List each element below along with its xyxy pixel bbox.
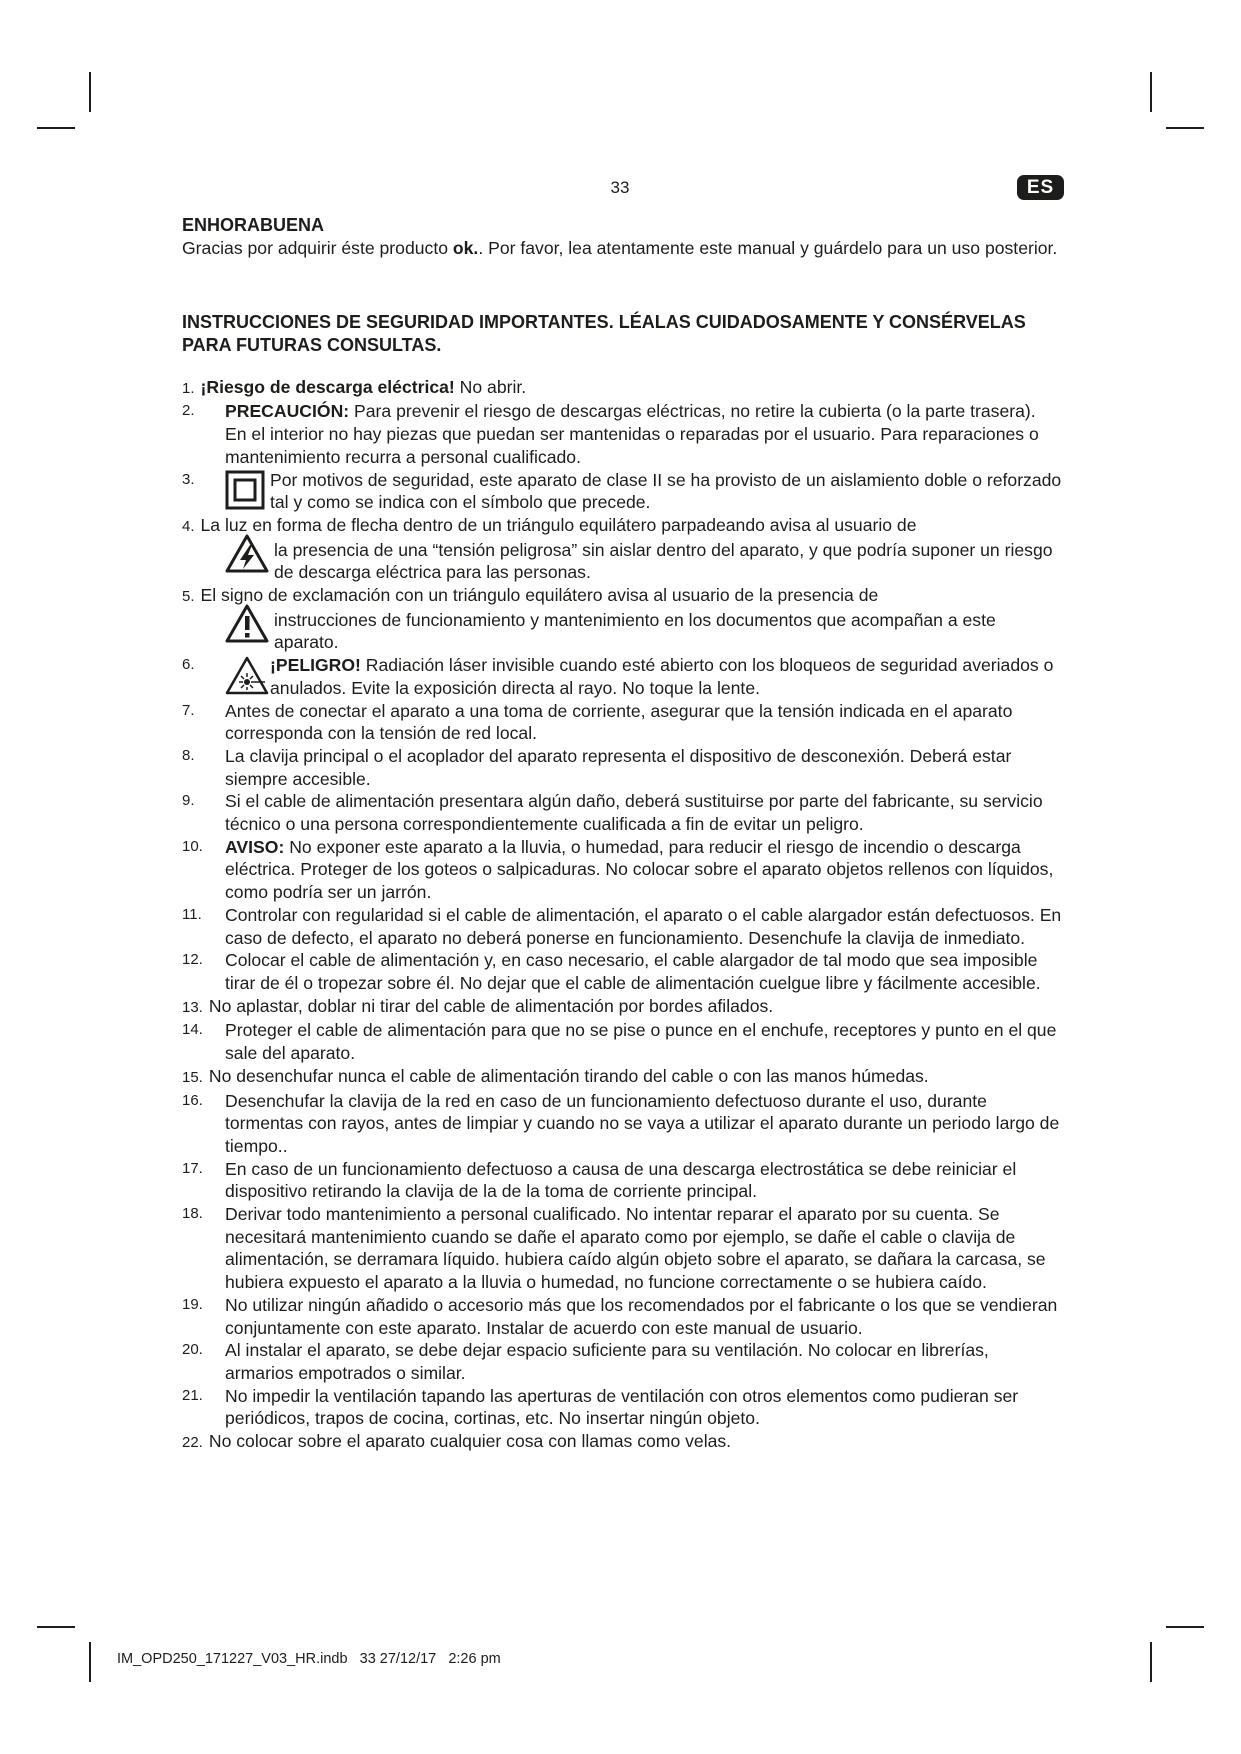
list-item: 5. El signo de exclamación con un triángulo equilátero avisa al usuario de la presencia de instrucciones de funcionamiento y mantenimiento en los documentos que acompañan a este aparato. xyxy=(182,585,996,653)
crop-mark xyxy=(89,72,91,112)
crop-mark xyxy=(37,127,75,129)
page-number: 33 xyxy=(610,178,630,197)
list-item: 16. Desenchufar la clavija de la red en caso de un funcionamiento defectuoso durante el uso, durante tormentas con rayos, antes de limpiar y cuando no se vaya a utilizar el aparato durante un periodo largo de tiempo.. xyxy=(182,1090,1060,1156)
list-item: 20. Al instalar el aparato, se debe dejar espacio suficiente para su ventilación. No colocar en librerías, armarios empotrados o similar. xyxy=(182,1340,989,1383)
list-item: 1. ¡Riesgo de descarga eléctrica! No abrir. xyxy=(182,376,527,397)
list-item: 15. No desenchufar nunca el cable de alimentación tirando del cable o con las manos húmedas. xyxy=(182,1065,929,1086)
intro-title: ENHORABUENA xyxy=(182,215,325,235)
list-item: 18. Derivar todo mantenimiento a personal cualificado. No intentar reparar el aparato por su cuenta. Se necesitará mantenimiento cuando se dañe el aparato como por ejemplo, se dañe el cable o clavija de alimentación, se derramara líquido. hubiera caído algún objeto sobre el aparato, se dañara la carcasa, se hubiera expuesto el aparato a la lluvia o humedad, no funcione correctamente o se hubiera caído. xyxy=(182,1204,1046,1293)
print-slug: IM_OPD250_171227_V03_HR.indb 33 27/12/17 2:26 pm xyxy=(117,1651,501,1667)
list-item: 8. La clavija principal o el acoplador del aparato representa el dispositivo de desconexión. Deberá estar siempre accesible. xyxy=(182,745,1012,789)
safety-list xyxy=(182,376,1062,1455)
language-badge: ES xyxy=(1017,175,1064,200)
crop-mark xyxy=(37,1626,75,1628)
laser-triangle-icon xyxy=(225,655,269,695)
list-item: 17. En caso de un funcionamiento defectuoso a causa de una descarga electrostática se debe reiniciar el dispositivo retirando la clavija de la de la toma de corriente principal. xyxy=(182,1158,1017,1202)
list-item: 12. Colocar el cable de alimentación y, en caso necesario, el cable alargador de tal modo que sea imposible tirar de él o tropezar sobre él. No dejar que el cable de alimentación cuelgue libre y fácilmente accesible. xyxy=(182,950,1041,993)
crop-mark xyxy=(1166,1626,1204,1628)
crop-mark xyxy=(1150,1642,1152,1682)
list-item: 19. No utilizar ningún añadido o accesorio más que los recomendados por el fabricante o los que se vendieran conjuntamente con este aparato. Instalar de acuerdo con este manual de usuario. xyxy=(182,1294,1058,1338)
list-item: 22. No colocar sobre el aparato cualquier cosa con llamas como velas. xyxy=(182,1431,732,1452)
list-item: 11. Controlar con regularidad si el cable de alimentación, el aparato o el cable alargador están defectuosos. En caso de defecto, el aparato no deberá ponerse en funcionamiento. Desenchufe la clavija de inmediato. xyxy=(182,904,1062,948)
intro-text: Gracias por adquirir éste producto ok.. Por favor, lea atentamente este manual y guárdelo para un uso posterior. xyxy=(182,238,1058,258)
exclamation-triangle-icon xyxy=(225,603,269,643)
list-item: 14. Proteger el cable de alimentación para que no se pise o punce en el enchufe, receptores y punto en el que sale del aparato. xyxy=(182,1020,1057,1064)
list-item: 3. Por motivos de seguridad, este aparato de clase II se ha provisto de un aislamiento doble o reforzado tal y como se indica con el símbolo que precede. xyxy=(182,469,1062,513)
list-item: 4. La luz en forma de flecha dentro de un triángulo equilátero parpadeando avisa al usuario de la presencia de una “tensión peligrosa” sin aislar dentro del aparato, y que podría suponer un riesgo de descarga eléctrica para las personas. xyxy=(182,514,1053,583)
crop-mark xyxy=(1150,72,1152,112)
list-item: 21. No impedir la ventilación tapando las aperturas de ventilación con otros elementos como pudieran ser periódicos, trapos de cocina, cortinas, etc. No insertar ningún objeto. xyxy=(182,1385,1019,1429)
crop-mark xyxy=(89,1642,91,1682)
safety-title: INSTRUCCIONES DE SEGURIDAD IMPORTANTES. LÉALAS CUIDADOSAMENTE Y CONSÉRVELAS PARA FUTURAS CONSULTAS. xyxy=(182,311,1026,355)
class-ii-double-square-icon xyxy=(225,470,265,510)
crop-mark xyxy=(1166,127,1204,129)
list-item: 9. Si el cable de alimentación presentara algún daño, deberá sustituirse por parte del fabricante, su servicio técnico o una persona correspondientemente cualificada a fin de evitar un peligro. xyxy=(182,791,1043,835)
page-content xyxy=(182,214,1062,1455)
list-item: 13. No aplastar, doblar ni tirar del cable de alimentación por bordes afilados. xyxy=(182,995,774,1016)
list-item: 2. PRECAUCIÓN: Para prevenir el riesgo de descargas eléctricas, no retire la cubierta (o la parte trasera). En el interior no hay piezas que puedan ser mantenidas o reparadas por el usuario. Para reparaciones o mantenimiento recurra a personal cualificado. xyxy=(182,401,1039,467)
list-item: 10. AVISO: No exponer este aparato a la lluvia, o humedad, para reducir el riesgo de incendio o descarga eléctrica. Proteger de los goteos o salpicaduras. No colocar sobre el aparato objetos rellenos con líquidos, como podría ser un jarrón. xyxy=(182,836,1054,903)
lightning-triangle-icon xyxy=(225,533,269,573)
brand-name: ok. xyxy=(452,238,479,258)
list-item: 6. ¡PELIGRO! Radiación láser invisible cuando esté abierto con los bloqueos de seguridad averiados o anulados. Evite la exposición directa al rayo. No toque la lente. xyxy=(182,655,1054,698)
list-item: 7. Antes de conectar el aparato a una toma de corriente, asegurar que la tensión indicada en el aparato corresponda con la tensión de red local. xyxy=(182,700,1013,744)
